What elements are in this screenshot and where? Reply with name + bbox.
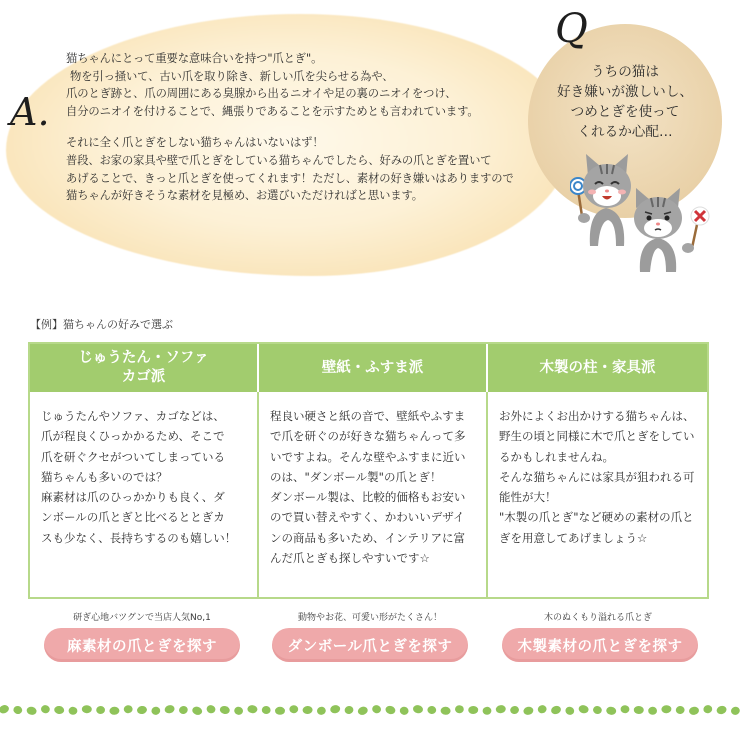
cross-sign-icon bbox=[691, 207, 709, 248]
column-body bbox=[259, 392, 486, 599]
answer-line: 猫ちゃんが好きそうな素材を見極め、お選びいただければと思います。 bbox=[66, 189, 423, 203]
divider-dot bbox=[275, 707, 285, 715]
divider-dot bbox=[606, 706, 617, 715]
body-line: 爪を研ぐクセがついてしまっている bbox=[41, 449, 225, 464]
answer-line: 自分のニオイを付けることで、縄張りであることを示すためとも言われています。 bbox=[66, 104, 479, 118]
section-label: 【例】猫ちゃんの好みで選ぶ bbox=[30, 318, 173, 331]
divider-dot bbox=[399, 706, 409, 716]
divider-dot bbox=[164, 704, 176, 714]
divider-dot bbox=[412, 704, 423, 714]
answer-line: 猫ちゃんにとって重要な意味合いを持つ"爪とぎ"。 bbox=[66, 52, 323, 65]
body-line: 爪が程良くひっかかるため、そこで bbox=[41, 429, 225, 444]
answer-line: 爪のとぎ跡と、爪の周囲にある臭腺から出るニオイや足の裏のニオイをつけ、 bbox=[66, 87, 457, 101]
column-header bbox=[30, 344, 257, 392]
divider-dot bbox=[262, 706, 271, 714]
answer-line: 普段、お家の家具や壁で爪とぎをしている猫ちゃんでしたら、好みの爪とぎを置いて bbox=[66, 153, 492, 167]
divider-dot bbox=[468, 706, 478, 714]
divider-dot bbox=[730, 706, 740, 716]
question-line: うちの猫は bbox=[591, 64, 659, 80]
column-title: カゴ派 bbox=[121, 369, 166, 385]
body-line: ダンボール製は、比較的価格もお安い bbox=[270, 490, 466, 505]
body-line: 程良い硬さと紙の音で、壁紙やふすま bbox=[270, 409, 466, 423]
divider-dot bbox=[247, 705, 258, 714]
divider-dot bbox=[716, 705, 728, 715]
dotted-line-divider bbox=[0, 700, 740, 720]
question-marker: Q bbox=[555, 6, 588, 52]
divider-dot bbox=[427, 705, 437, 714]
body-line: のは、"ダンボール製"の爪とぎ！ bbox=[270, 469, 442, 484]
button-caption: 動物やお花、可愛い形がたくさん！ bbox=[297, 613, 442, 623]
tabby-cat-icon bbox=[628, 186, 710, 272]
divider-dot bbox=[440, 706, 451, 715]
divider-dot bbox=[344, 705, 355, 715]
divider-dot bbox=[54, 705, 65, 714]
divider-dot bbox=[675, 705, 685, 714]
body-line: ので買い替えやすく、かわいいデザイ bbox=[270, 510, 465, 525]
column-header bbox=[488, 344, 707, 392]
divider-dot bbox=[178, 705, 189, 715]
body-line: 野生の頃と同様に木で爪とぎをしてい bbox=[499, 429, 695, 444]
body-line: じゅうたんやソファ、カゴなどは、 bbox=[41, 409, 225, 423]
divider-dot bbox=[151, 706, 161, 716]
divider-dot bbox=[136, 705, 147, 715]
body-line: 麻素材は爪のひっかかりも良く、ダ bbox=[41, 490, 225, 505]
body-line: るかもしれませんね。 bbox=[499, 449, 614, 464]
body-line: いですよね。そんな壁やふすまに近い bbox=[270, 449, 466, 464]
divider-dot bbox=[109, 706, 120, 715]
divider-dot bbox=[634, 706, 644, 714]
body-line: お外によくお出かけする猫ちゃんは、 bbox=[499, 409, 695, 423]
divider-dot bbox=[661, 705, 672, 714]
divider-dot bbox=[620, 705, 629, 714]
search-hemp-scratcher-button[interactable]: 麻素材の爪とぎを探す bbox=[44, 628, 240, 662]
divider-dot bbox=[289, 705, 298, 713]
body-line: ぎを用意してあげましょう☆ bbox=[499, 530, 648, 545]
divider-dot bbox=[206, 704, 217, 714]
search-wood-scratcher-button[interactable]: 木製素材の爪とぎを探す bbox=[502, 628, 698, 662]
body-line: 能性が大！ bbox=[499, 490, 557, 505]
body-line: スも少なく、長持ちするのも嬉しい！ bbox=[41, 530, 237, 545]
column-body bbox=[30, 392, 257, 599]
divider-dot bbox=[0, 704, 10, 715]
divider-dot bbox=[82, 705, 92, 713]
divider-dot bbox=[40, 704, 50, 714]
divider-dot bbox=[371, 704, 382, 714]
button-caption: 木のぬくもり溢れる爪とぎ bbox=[543, 613, 652, 623]
search-cardboard-scratcher-button[interactable]: ダンボール爪とぎを探す bbox=[272, 628, 468, 662]
question-line: 好き嫌いが激しいし、 bbox=[557, 84, 693, 100]
divider-dot bbox=[592, 705, 602, 715]
divider-dot bbox=[510, 705, 520, 715]
divider-dot bbox=[123, 705, 133, 714]
divider-dot bbox=[455, 705, 464, 713]
divider-dot bbox=[688, 706, 699, 716]
divider-dot bbox=[219, 705, 230, 715]
divider-dot bbox=[537, 704, 548, 714]
divider-dot bbox=[482, 706, 491, 715]
body-line: んだ爪とぎも探しやすいです☆ bbox=[270, 551, 430, 566]
divider-dot bbox=[495, 705, 506, 714]
answer-text bbox=[66, 50, 544, 205]
column-title: 壁紙・ふすま派 bbox=[321, 359, 424, 376]
answer-marker: A. bbox=[10, 90, 50, 134]
button-caption: 研ぎ心地バツグンで当店人気No,1 bbox=[73, 613, 211, 623]
divider-dot bbox=[564, 706, 575, 716]
column-title: じゅうたん・ソファ bbox=[78, 350, 209, 366]
divider-dot bbox=[26, 706, 38, 716]
answer-line: あげることで、きっと爪とぎを使ってくれます！ただし、素材の好き嫌いはありますので bbox=[66, 171, 514, 185]
column-title: 木製の柱・家具派 bbox=[539, 359, 656, 376]
divider-dot bbox=[12, 705, 23, 715]
question-line: つめとぎを使って bbox=[570, 104, 680, 120]
body-line: 猫ちゃんも多いのでは？ bbox=[41, 469, 168, 484]
divider-dot bbox=[703, 704, 713, 714]
column-body bbox=[488, 392, 707, 599]
divider-dot bbox=[329, 704, 340, 714]
divider-dot bbox=[316, 706, 326, 715]
divider-dot bbox=[302, 705, 313, 714]
column-header bbox=[259, 344, 486, 392]
divider-dot bbox=[384, 705, 396, 715]
preference-table bbox=[28, 342, 709, 599]
divider-dot bbox=[357, 705, 369, 716]
divider-dot bbox=[550, 705, 562, 716]
answer-line: それに全く爪とぎをしない猫ちゃんはいないはず！ bbox=[66, 136, 324, 150]
divider-dot bbox=[68, 706, 77, 715]
divider-dot bbox=[578, 704, 590, 714]
divider-dot bbox=[234, 706, 244, 715]
answer-line: 物を引っ掻いて、古い爪を取り除き、新しい爪を尖らせる為や、 bbox=[70, 69, 394, 83]
body-line: "木製の爪とぎ"など硬めの素材の爪と bbox=[499, 510, 694, 525]
body-line: ンの商品も多いため、インテリアに富 bbox=[270, 530, 466, 545]
question-line: くれるか心配… bbox=[577, 124, 673, 140]
divider-dot bbox=[191, 705, 203, 716]
body-line: で爪を研ぐのが好きな猫ちゃんって多 bbox=[270, 429, 466, 444]
divider-dot bbox=[96, 706, 105, 714]
body-line: そんな猫ちゃんには家具が狙われる可 bbox=[499, 469, 695, 484]
divider-dot bbox=[523, 706, 535, 716]
question-text bbox=[528, 62, 722, 142]
body-line: ンボールの爪とぎと比べるととぎカ bbox=[41, 510, 225, 525]
divider-dot bbox=[648, 707, 657, 715]
